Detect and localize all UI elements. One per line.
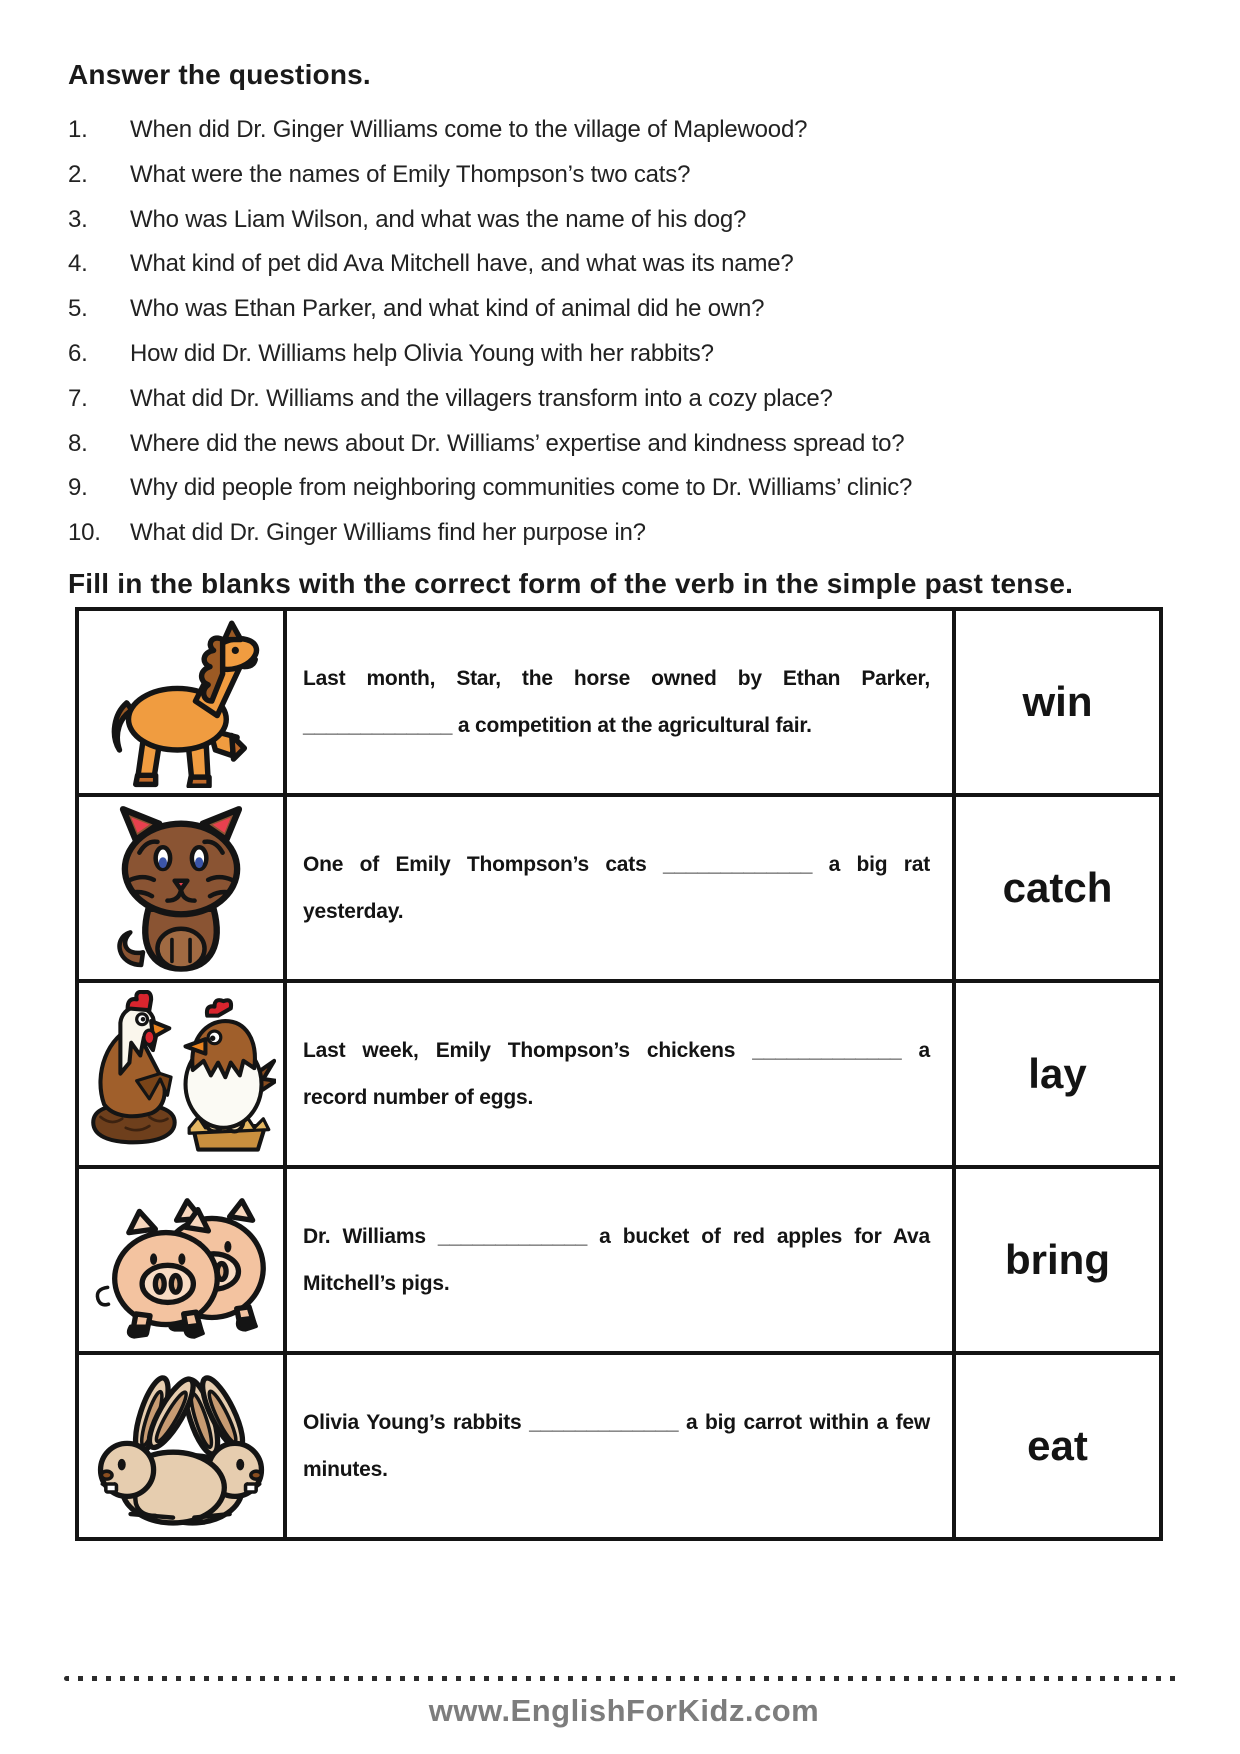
page-footer [64,1676,1184,1729]
fill-sentence: Last week, Emily Thompson’s chickens _____________ a record number of eggs. [303,1038,930,1109]
pigs-image-cell [77,1167,285,1353]
sentence-cell [285,795,954,981]
fill-sentence: Olivia Young’s rabbits _____________ a big carrot within a few minutes. [303,1410,930,1481]
verb-cell [954,1167,1161,1353]
fill-sentence: Dr. Williams _____________ a bucket of red apples for Ava Mitchell’s pigs. [303,1224,930,1295]
table-row [77,795,1161,981]
questions-list [68,108,1176,556]
question-text: What kind of pet did Ava Mitchell have, and what was its name? [130,250,794,278]
fill-sentence: One of Emily Thompson’s cats _____________ a big rat yesterday. [303,852,930,923]
pigs-image [86,1176,276,1344]
question-number: 1. [68,116,88,143]
fill-blanks-section-title: Fill in the blanks with the correct form of the verb in the simple past tense. [68,567,1074,599]
rabbits-image [86,1362,276,1530]
question-text: When did Dr. Ginger Williams come to the village of Maplewood? [130,116,808,143]
question-item [68,511,1176,556]
question-text: What did Dr. Williams and the villagers transform into a cozy place? [130,384,833,412]
question-text: Where did the news about Dr. Williams’ expertise and kindness spread to? [130,429,905,457]
question-text: Why did people from neighboring communities come to Dr. Williams’ clinic? [130,474,913,502]
question-item [68,422,1176,467]
fill-sentence: Last month, Star, the horse owned by Ethan Parker, _____________ a competition at the agricultural fair. [303,666,930,737]
chickens-image-cell [77,981,285,1167]
question-text: Who was Ethan Parker, and what kind of animal did he own? [130,295,765,323]
verb-label: bring [1005,1235,1110,1283]
fill-blanks-table [75,607,1163,1541]
question-text: How did Dr. Williams help Olivia Young with her rabbits? [130,339,714,367]
question-number: 9. [68,474,88,502]
question-number: 6. [68,339,88,367]
table-row [77,981,1161,1167]
table-row [77,1353,1161,1539]
question-number: 2. [68,160,88,188]
question-item [68,198,1176,243]
question-item [68,287,1176,332]
sentence-cell [285,1167,954,1353]
question-number: 7. [68,384,88,412]
verb-label: win [1022,677,1093,725]
horse-image [88,616,274,788]
verb-label: eat [1027,1421,1088,1469]
sentence-cell [285,609,954,795]
verb-label: catch [1002,863,1113,911]
sentence-cell [285,981,954,1167]
question-text: What did Dr. Ginger Williams find her purpose in? [130,519,646,547]
rabbits-image-cell [77,1353,285,1539]
verb-label: lay [1028,1049,1087,1097]
question-text: What were the names of Emily Thompson’s two cats? [130,160,691,188]
chickens-image [86,990,276,1158]
question-item [68,108,1176,153]
footer-url: www.EnglishForKidz.com [428,1693,820,1728]
question-number: 5. [68,295,88,323]
questions-section-title: Answer the questions. [68,59,371,90]
table-row [77,609,1161,795]
table-row [77,1167,1161,1353]
question-number: 4. [68,250,88,278]
question-item [68,466,1176,511]
cat-image-cell [77,795,285,981]
verb-cell [954,981,1161,1167]
verb-cell [954,609,1161,795]
question-number: 10. [68,519,101,547]
question-text: Who was Liam Wilson, and what was the name of his dog? [130,205,747,233]
question-number: 3. [68,205,88,233]
horse-image-cell [77,609,285,795]
question-item [68,377,1176,422]
question-item [68,153,1176,198]
verb-cell [954,795,1161,981]
sentence-cell [285,1353,954,1539]
cat-image [88,802,274,974]
dotted-divider [64,1676,1184,1681]
question-number: 8. [68,429,88,457]
question-item [68,242,1176,287]
verb-cell [954,1353,1161,1539]
question-item [68,332,1176,377]
